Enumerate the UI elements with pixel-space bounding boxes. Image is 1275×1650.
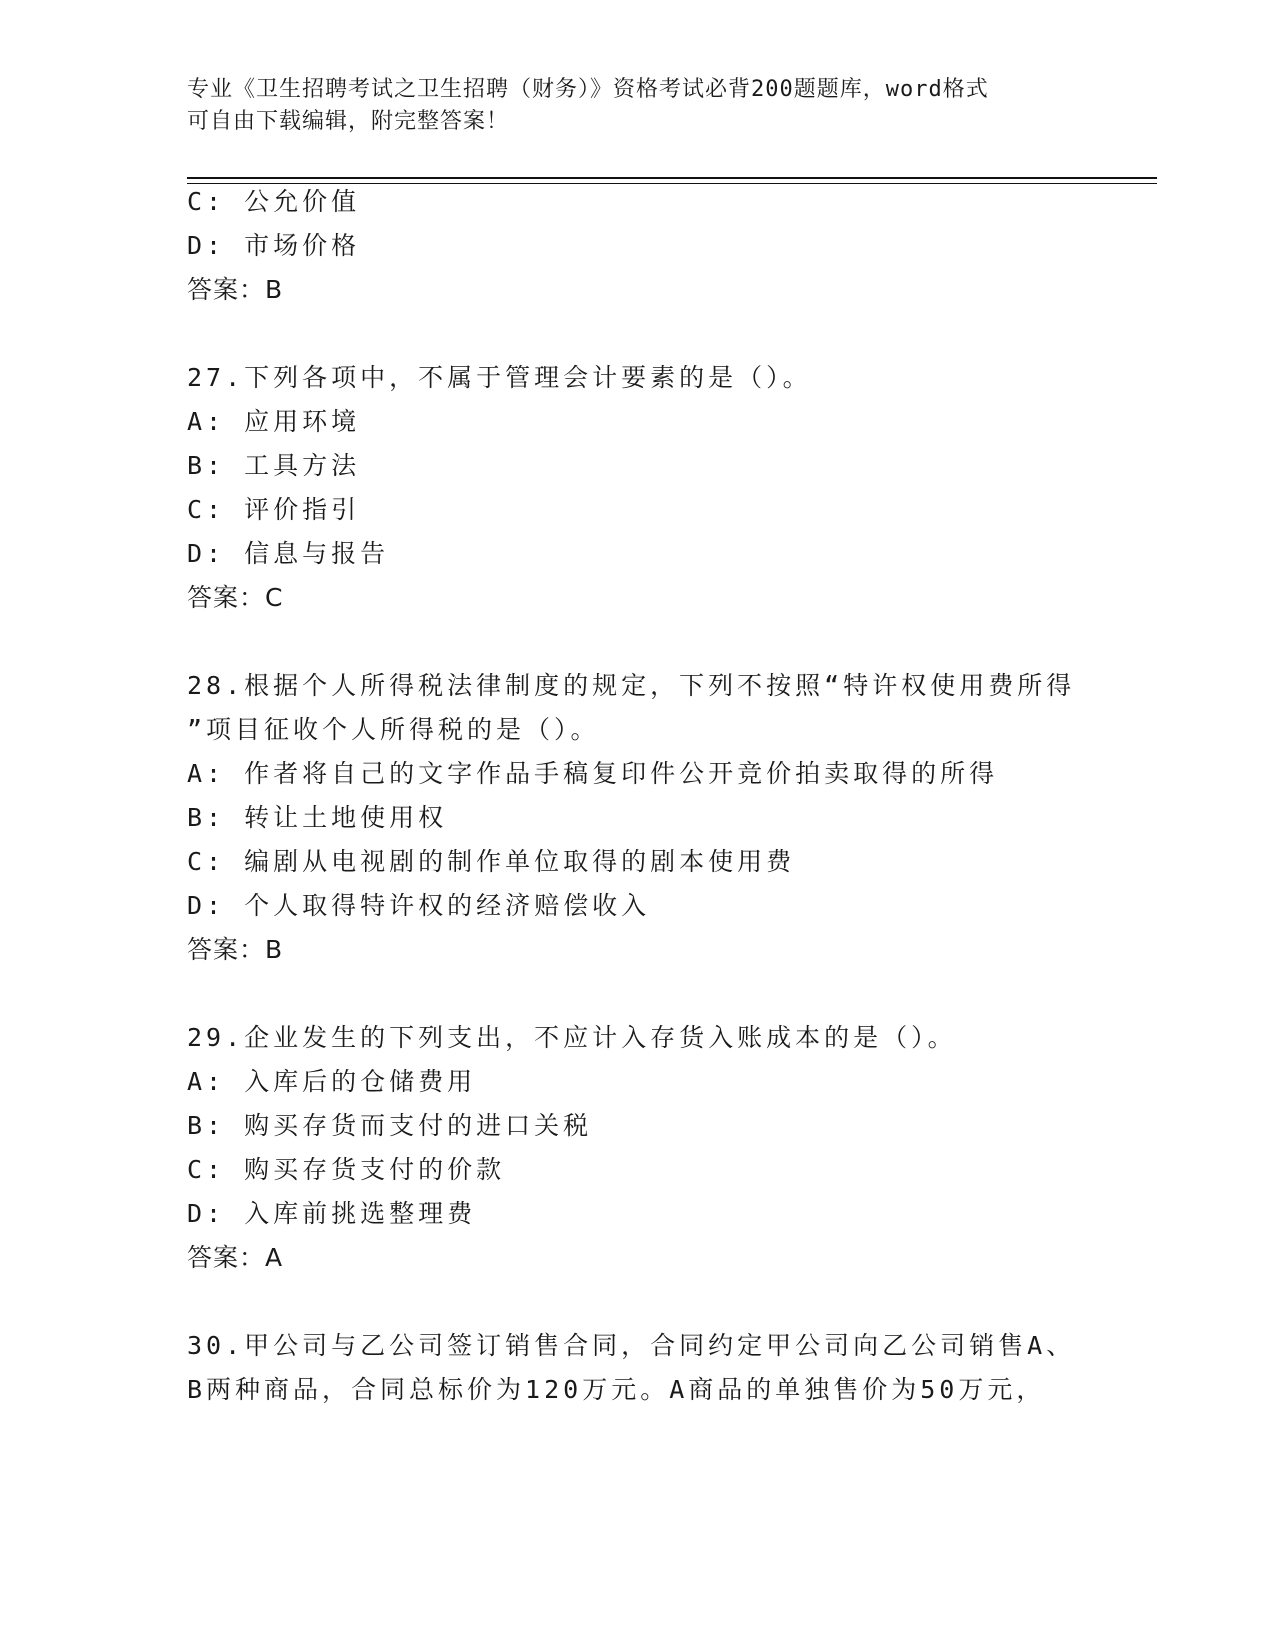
- q28-option-c: C: 编剧从电视剧的制作单位取得的剧本使用费: [187, 847, 796, 876]
- q28-option-d: D: 个人取得特许权的经济赔偿收入: [187, 891, 651, 920]
- prev-option-c: C: 公允价值: [187, 187, 361, 216]
- q27-stem: 27.下列各项中，不属于管理会计要素的是（）。: [187, 363, 812, 392]
- q27-option-d: D: 信息与报告: [187, 539, 390, 568]
- document-header: [187, 74, 1087, 138]
- q29-option-b: B: 购买存货而支付的进口关税: [187, 1111, 593, 1140]
- q28-stem-line-2: ”项目征收个人所得税的是（）。: [187, 715, 600, 744]
- q27-option-b: B: 工具方法: [187, 451, 361, 480]
- q30-stem-line-1: 30.甲公司与乙公司签订销售合同，合同约定甲公司向乙公司销售A、: [187, 1331, 1076, 1360]
- q27-option-a: A: 应用环境: [187, 407, 361, 436]
- q27-answer: 答案：C: [187, 583, 284, 612]
- q29-stem: 29.企业发生的下列支出，不应计入存货入账成本的是（）。: [187, 1023, 957, 1052]
- q28-stem-line-1: 28.根据个人所得税法律制度的规定，下列不按照“特许权使用费所得: [187, 671, 1076, 700]
- q29-option-c: C: 购买存货支付的价款: [187, 1155, 506, 1184]
- q29-answer: 答案：A: [187, 1243, 284, 1272]
- q28-answer: 答案：B: [187, 935, 284, 964]
- prev-answer: 答案：B: [187, 275, 284, 304]
- header-title-line-2: 可自由下载编辑，附完整答案！: [187, 109, 510, 134]
- header-divider-thin: [187, 183, 1157, 184]
- q30-stem-line-2: B两种商品，合同总标价为120万元。A商品的单独售价为50万元，: [187, 1375, 1046, 1404]
- q29-option-a: A: 入库后的仓储费用: [187, 1067, 477, 1096]
- header-title-line-1: 专业《卫生招聘考试之卫生招聘（财务）》资格考试必背200题题库，word格式: [187, 77, 989, 102]
- q28-option-b: B: 转让土地使用权: [187, 803, 448, 832]
- q29-option-d: D: 入库前挑选整理费: [187, 1199, 477, 1228]
- header-divider-thick: [187, 177, 1157, 179]
- q28-option-a: A: 作者将自己的文字作品手稿复印件公开竞价拍卖取得的所得: [187, 759, 999, 788]
- prev-option-d: D: 市场价格: [187, 231, 361, 260]
- q27-option-c: C: 评价指引: [187, 495, 361, 524]
